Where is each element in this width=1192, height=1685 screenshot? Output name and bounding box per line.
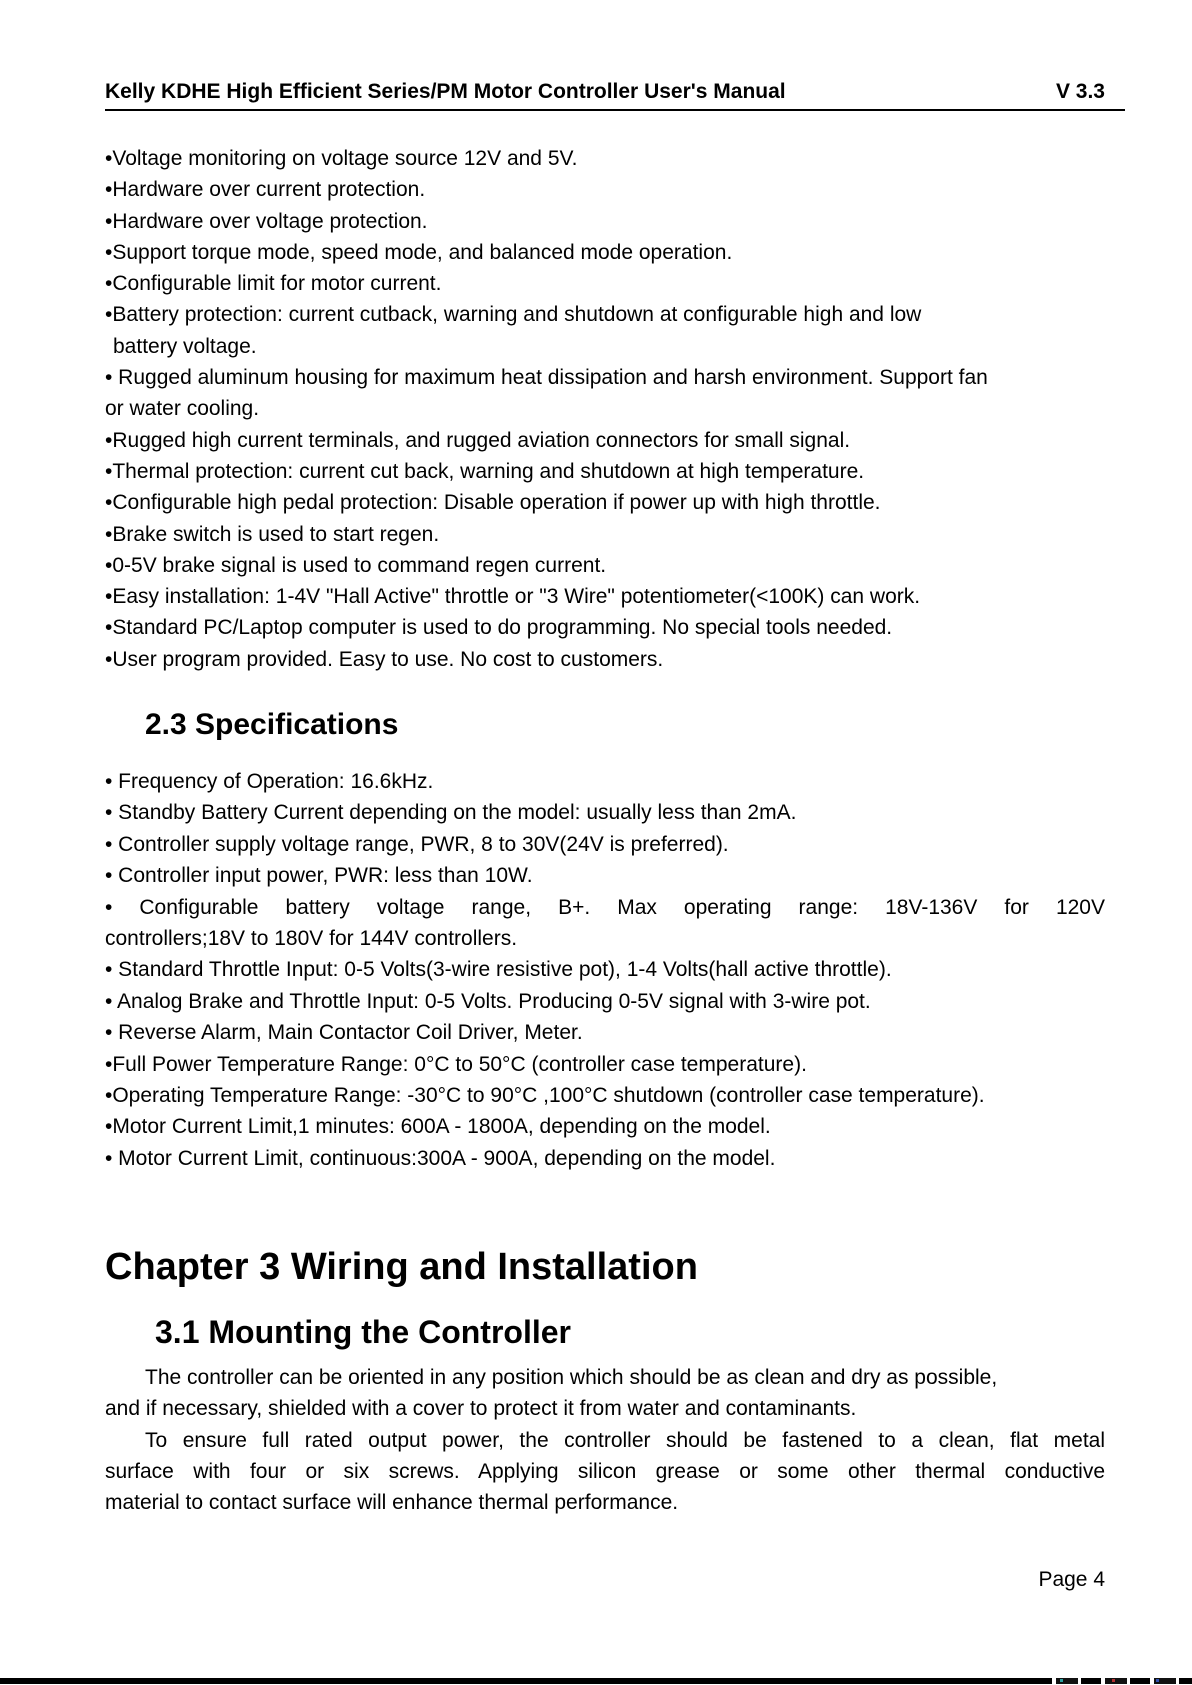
feature-line: •Hardware over voltage protection.: [105, 209, 428, 233]
paragraph-line: surface with four or six screws. Applying silicon grease or some other thermal conductive: [105, 1459, 1105, 1483]
feature-line: •Easy installation: 1-4V "Hall Active" throttle or "3 Wire" potentiometer(<100K) can work.: [105, 585, 921, 609]
feature-line: •0-5V brake signal is used to command regen current.: [105, 553, 607, 577]
spec-line: • Reverse Alarm, Main Contactor Coil Driver, Meter.: [105, 1021, 583, 1045]
page-header: [105, 80, 1125, 111]
feature-line: •Configurable limit for motor current.: [105, 272, 442, 296]
bottom-edge-artifacts: [1032, 1678, 1192, 1684]
spec-line: • Standard Throttle Input: 0-5 Volts(3-wire resistive pot), 1-4 Volts(hall active throttle).: [105, 958, 892, 982]
specifications-list: [105, 766, 1105, 1174]
feature-line: •Brake switch is used to start regen.: [105, 522, 440, 546]
feature-line: •Thermal protection: current cut back, warning and shutdown at high temperature.: [105, 459, 865, 483]
feature-line: •User program provided. Easy to use. No cost to customers.: [105, 647, 664, 671]
feature-line-continuation: battery voltage.: [113, 334, 257, 358]
feature-line: •Standard PC/Laptop computer is used to do programming. No special tools needed.: [105, 616, 893, 640]
header-title: Kelly KDHE High Efficient Series/PM Motor Controller User's Manual: [105, 80, 786, 103]
feature-line: •Rugged high current terminals, and rugged aviation connectors for small signal.: [105, 428, 851, 452]
features-list: [105, 143, 1105, 675]
spec-line: • Controller supply voltage range, PWR, 8 to 30V(24V is preferred).: [105, 832, 729, 856]
feature-line: •Support torque mode, speed mode, and balanced mode operation.: [105, 240, 733, 264]
spec-line: • Standby Battery Current depending on the model: usually less than 2mA.: [105, 801, 797, 825]
spec-line: • Motor Current Limit, continuous:300A - 900A, depending on the model.: [105, 1146, 776, 1170]
paragraph-line: The controller can be oriented in any position which should be as clean and dry as possible,: [145, 1366, 998, 1389]
spec-line: • Configurable battery voltage range, B+. Max operating range: 18V-136V for 120V: [105, 895, 1105, 919]
spec-line: •Operating Temperature Range: -30°C to 90°C ,100°C shutdown (controller case temperature).: [105, 1083, 985, 1107]
specifications-heading: 2.3 Specifications: [145, 708, 399, 741]
spec-line: •Full Power Temperature Range: 0°C to 50°C (controller case temperature).: [105, 1052, 807, 1076]
feature-line: •Battery protection: current cutback, warning and shutdown at configurable high and low: [105, 303, 922, 327]
feature-line: •Configurable high pedal protection: Disable operation if power up with high throttle.: [105, 491, 881, 515]
paragraph-line: and if necessary, shielded with a cover to protect it from water and contaminants.: [105, 1397, 857, 1421]
spec-line: •Motor Current Limit,1 minutes: 600A - 1800A, depending on the model.: [105, 1115, 771, 1139]
page-number: Page 4: [1038, 1568, 1105, 1591]
spec-line: • Analog Brake and Throttle Input: 0-5 Volts. Producing 0-5V signal with 3-wire pot.: [105, 989, 871, 1013]
spec-line-continuation: controllers;18V to 180V for 144V controllers.: [105, 926, 518, 950]
paragraph-line: To ensure full rated output power, the controller should be fastened to a clean, flat metal: [145, 1428, 1105, 1452]
spec-line: • Controller input power, PWR: less than 10W.: [105, 864, 533, 888]
mounting-section-heading: 3.1 Mounting the Controller: [155, 1314, 571, 1350]
feature-line: •Hardware over current protection.: [105, 178, 426, 202]
bottom-edge-rule: [0, 1678, 1192, 1684]
feature-line-continuation: or water cooling.: [105, 397, 260, 421]
feature-line: • Rugged aluminum housing for maximum heat dissipation and harsh environment. Support fan: [105, 366, 988, 390]
header-version: V 3.3: [1055, 80, 1105, 103]
body-paragraphs: [105, 1362, 1105, 1518]
chapter-heading: Chapter 3 Wiring and Installation: [105, 1246, 698, 1288]
feature-line: •Voltage monitoring on voltage source 12V and 5V.: [105, 147, 578, 170]
spec-line: • Frequency of Operation: 16.6kHz.: [105, 770, 434, 793]
paragraph-line: material to contact surface will enhance thermal performance.: [105, 1491, 679, 1515]
